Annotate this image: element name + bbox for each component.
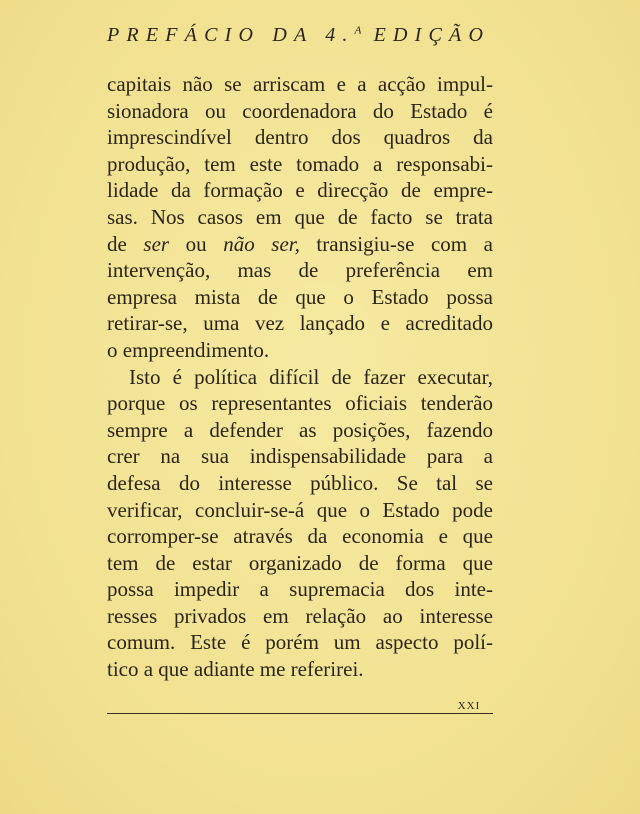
text-line: capitais não se arriscam e a acção impul-	[107, 72, 493, 96]
text-line: sempre a defender as posições, fazendo	[107, 417, 493, 442]
text-line: o empreendimento.	[107, 337, 270, 362]
text-line: comum. Este é porém um aspecto polí-	[107, 630, 493, 655]
line7-e: transigiu-se com a	[299, 231, 494, 256]
text-line: empresa mista de que o Estado possa	[107, 284, 493, 309]
text-line: produção, tem este tomado a responsabi-	[107, 151, 493, 176]
text-line: sas. Nos casos em que de facto se trata	[107, 204, 493, 229]
header-title: PREFÁCIO DA 4.	[107, 24, 355, 46]
text-line: intervenção, mas de preferência em	[107, 258, 493, 283]
text-line: tico a que adiante me referirei.	[107, 657, 364, 682]
footer-rule	[107, 713, 493, 714]
header-title-end: EDIÇÃO	[361, 24, 491, 46]
text-line-italic-mix	[107, 231, 493, 258]
text-line: sionadora ou coordenadora do Estado é	[107, 98, 493, 123]
text-line: crer na sua indispensabilidade para a	[107, 444, 493, 469]
text-line: retirar-se, uma vez lançado e acreditado	[107, 311, 493, 336]
text-line: resses privados em relação ao interesse	[107, 603, 493, 628]
text-line: verificar, concluir-se-á que o Estado pode	[107, 497, 493, 522]
text-line: lidade da formação e direcção de empre-	[107, 178, 493, 203]
text-line: possa impedir a supremacia dos inte-	[107, 577, 493, 602]
page-number: XXI	[457, 700, 481, 712]
running-header	[107, 24, 493, 47]
text-line: defesa do interesse público. Se tal se	[107, 470, 493, 495]
paragraph-start-line: Isto é política difícil de fazer executar,	[129, 364, 493, 389]
text-line: imprescindível dentro dos quadros da	[107, 125, 493, 150]
line7-c: ou	[169, 231, 224, 256]
header-superscript: A	[354, 24, 362, 37]
text-line: porque os representantes oficiais tenderão	[107, 391, 493, 416]
text-line: tem de estar organizado de forma que	[107, 550, 493, 575]
italic-nao-ser: não ser,	[223, 231, 300, 256]
text-line: corromper-se através da economia e que	[107, 524, 493, 549]
body-text	[107, 71, 493, 683]
line7-a: de	[107, 231, 144, 256]
italic-ser: ser	[143, 231, 170, 256]
